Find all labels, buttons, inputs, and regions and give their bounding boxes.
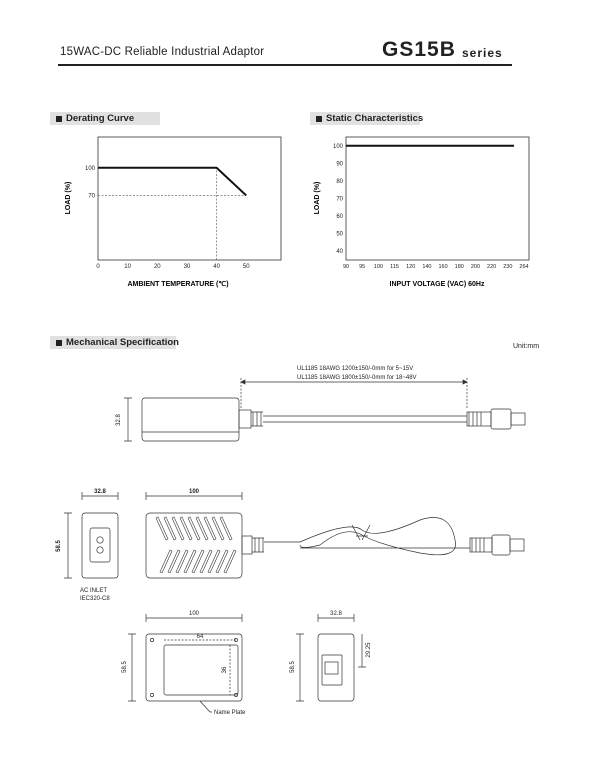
x-tick-label: 264 — [519, 264, 529, 270]
dim-length: 100 — [188, 489, 200, 495]
y-tick-label: 90 — [336, 161, 343, 168]
dim-length-bottom: 100 — [188, 611, 200, 617]
cable-note-2: UL1185 18AWG 1800±150/-0mm for 18~48V — [297, 375, 417, 381]
dim-width-end: 32.8 — [94, 489, 106, 495]
series-label: series — [462, 46, 503, 60]
x-tick-label: 0 — [96, 264, 100, 270]
dim-label-height: 36 — [222, 666, 228, 674]
x-tick-label: 120 — [406, 264, 416, 270]
x-tick-label: 95 — [359, 264, 366, 270]
y-axis-label: LOAD (%) — [314, 181, 321, 215]
dim-height-side: 32.8 — [116, 414, 122, 426]
y-tick-label: 70 — [336, 196, 343, 203]
y-tick-label: 100 — [84, 165, 95, 172]
x-tick-label: 115 — [390, 264, 399, 270]
y-tick-label: 40 — [336, 249, 343, 256]
dim-width-bottom-end: 32.8 — [330, 611, 342, 617]
x-tick-label: 140 — [422, 264, 432, 270]
x-axis-label: AMBIENT TEMPERATURE (℃) — [127, 281, 229, 288]
x-tick-label: 180 — [454, 264, 464, 270]
y-tick-label: 100 — [332, 143, 343, 150]
dim-height-end: 58.5 — [56, 540, 62, 552]
dim-height-bottom: 58.5 — [122, 661, 128, 673]
dim-height-bottom-end: 58.5 — [290, 661, 296, 673]
x-tick-label: 20 — [153, 264, 161, 270]
dim-port: 29.25 — [366, 642, 372, 658]
x-tick-label: 200 — [470, 264, 481, 270]
document-subtitle: 15WAC-DC Reliable Industrial Adaptor — [60, 46, 265, 58]
x-tick-label: 90 — [342, 264, 350, 270]
y-tick-label: 80 — [336, 178, 343, 185]
ac-inlet-type: IEC320-C8 — [80, 596, 110, 602]
y-tick-label: 50 — [336, 231, 343, 238]
x-tick-label: 160 — [438, 264, 448, 270]
dim-label-width: 64 — [196, 634, 204, 640]
model-name: GS15B — [382, 38, 456, 61]
x-axis-label: INPUT VOLTAGE (VAC) 60Hz — [389, 281, 485, 288]
unit-note: Unit:mm — [513, 343, 540, 350]
x-tick-label: 30 — [183, 264, 191, 270]
section-title: Mechanical Specification — [66, 337, 179, 348]
y-tick-label: 60 — [336, 214, 343, 221]
y-axis-label: LOAD (%) — [65, 181, 72, 215]
x-tick-label: 220 — [487, 264, 497, 270]
ac-inlet-label: AC INLET — [80, 588, 108, 594]
x-tick-label: 100 — [373, 264, 383, 270]
x-tick-label: 40 — [213, 264, 220, 270]
x-tick-label: 10 — [124, 264, 131, 270]
section-title: Derating Curve — [66, 113, 135, 124]
cable-note-1: UL1185 18AWG 1200±150/-0mm for 5~15V — [297, 366, 414, 372]
y-tick-label: 70 — [88, 193, 95, 200]
name-plate-label: Name Plate — [214, 710, 246, 716]
x-tick-label: 230 — [503, 264, 513, 270]
x-tick-label: 50 — [242, 264, 250, 270]
section-title: Static Characteristics — [326, 113, 424, 124]
